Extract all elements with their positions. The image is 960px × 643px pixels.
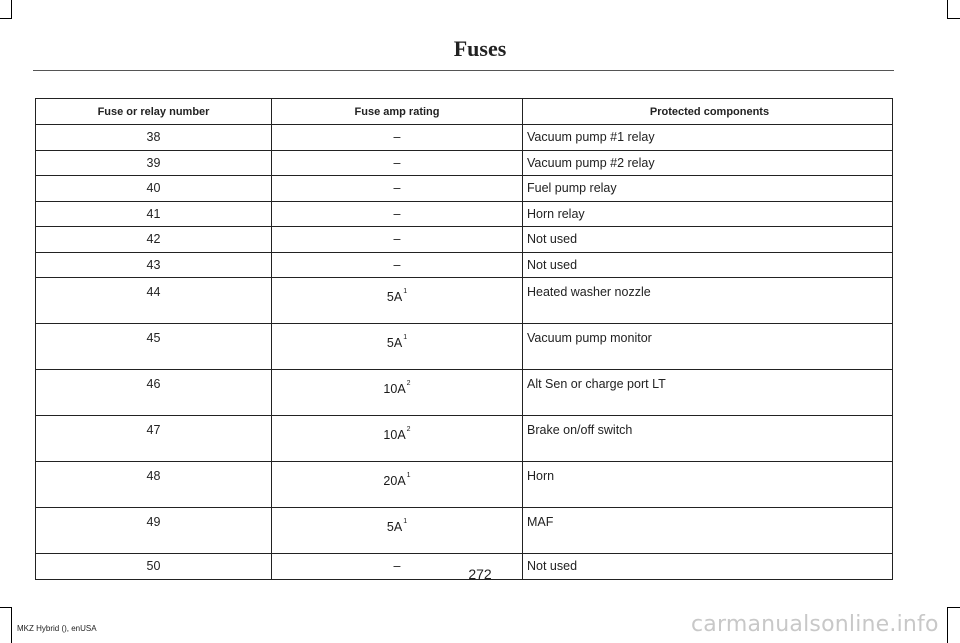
table-row [36, 150, 893, 176]
footer-text: MKZ Hybrid (), enUSA [17, 624, 97, 633]
cell-amp-rating [272, 278, 523, 324]
cell-amp-rating [272, 125, 523, 151]
footnote-marker: 1 [403, 287, 408, 295]
cell-fuse-number: 50 [36, 554, 272, 580]
cell-amp-rating [272, 462, 523, 508]
table-row [36, 227, 893, 253]
cell-amp-rating [272, 227, 523, 253]
table-row [36, 462, 893, 508]
table-row [36, 416, 893, 462]
cell-protected-component: Not used [523, 554, 893, 580]
header-amp-rating: Fuse amp rating [272, 99, 523, 125]
crop-mark [11, 607, 12, 643]
cell-fuse-number: 48 [36, 462, 272, 508]
crop-mark [0, 607, 12, 608]
footnote-marker: 2 [406, 425, 411, 433]
amp-rating-value: – [393, 232, 401, 247]
amp-rating-value: – [393, 181, 401, 196]
watermark: carmanualsonline.info [691, 612, 939, 637]
cell-protected-component: Not used [523, 252, 893, 278]
amp-rating-value: 20A [383, 474, 406, 488]
cell-protected-component: Fuel pump relay [523, 176, 893, 202]
cell-amp-rating [272, 201, 523, 227]
amp-rating-value: – [393, 559, 401, 574]
cell-protected-component: Horn relay [523, 201, 893, 227]
cell-protected-component: Alt Sen or charge port LT [523, 370, 893, 416]
cell-protected-component: Brake on/off switch [523, 416, 893, 462]
cell-protected-component: MAF [523, 508, 893, 554]
amp-rating-value: 10A [383, 428, 406, 442]
cell-amp-rating [272, 176, 523, 202]
table-row [36, 324, 893, 370]
cell-fuse-number: 43 [36, 252, 272, 278]
fuse-table-body [36, 125, 893, 580]
header-protected-components: Protected components [523, 99, 893, 125]
cell-protected-component: Vacuum pump #2 relay [523, 150, 893, 176]
amp-rating-value: – [393, 130, 401, 145]
footnote-marker: 1 [403, 517, 408, 525]
fuse-table [35, 98, 893, 580]
header-fuse-number: Fuse or relay number [36, 99, 272, 125]
cell-fuse-number: 39 [36, 150, 272, 176]
footnote-marker: 1 [403, 333, 408, 341]
amp-rating-value: 5A [386, 336, 403, 350]
table-row [36, 370, 893, 416]
cell-fuse-number: 40 [36, 176, 272, 202]
table-row [36, 252, 893, 278]
cell-fuse-number: 49 [36, 508, 272, 554]
crop-mark [0, 18, 12, 19]
cell-protected-component: Vacuum pump #1 relay [523, 125, 893, 151]
cell-fuse-number: 41 [36, 201, 272, 227]
footnote-marker: 2 [406, 379, 411, 387]
page-number: 272 [468, 566, 492, 582]
crop-mark [947, 607, 948, 643]
table-row [36, 176, 893, 202]
cell-fuse-number: 44 [36, 278, 272, 324]
footnote-marker: 1 [406, 471, 411, 479]
amp-rating-value: – [393, 155, 401, 170]
title-divider [33, 70, 894, 71]
amp-rating-value: 10A [383, 382, 406, 396]
amp-rating-value: – [393, 206, 401, 221]
cell-protected-component: Vacuum pump monitor [523, 324, 893, 370]
page-title: Fuses [453, 36, 507, 61]
cell-amp-rating [272, 252, 523, 278]
crop-mark [947, 0, 948, 19]
amp-rating-value: 5A [386, 290, 403, 304]
crop-mark [947, 607, 960, 608]
cell-fuse-number: 42 [36, 227, 272, 253]
crop-mark [11, 0, 12, 19]
crop-mark [947, 18, 960, 19]
amp-rating-value: – [393, 257, 401, 272]
cell-amp-rating [272, 508, 523, 554]
table-row [36, 278, 893, 324]
cell-protected-component: Not used [523, 227, 893, 253]
cell-amp-rating [272, 370, 523, 416]
cell-amp-rating [272, 150, 523, 176]
cell-protected-component: Horn [523, 462, 893, 508]
cell-protected-component: Heated washer nozzle [523, 278, 893, 324]
table-header-row [36, 99, 893, 125]
cell-amp-rating [272, 416, 523, 462]
cell-fuse-number: 38 [36, 125, 272, 151]
cell-fuse-number: 47 [36, 416, 272, 462]
cell-fuse-number: 45 [36, 324, 272, 370]
table-row [36, 508, 893, 554]
cell-fuse-number: 46 [36, 370, 272, 416]
amp-rating-value: 5A [386, 520, 403, 534]
table-row [36, 125, 893, 151]
table-row [36, 201, 893, 227]
cell-amp-rating [272, 324, 523, 370]
